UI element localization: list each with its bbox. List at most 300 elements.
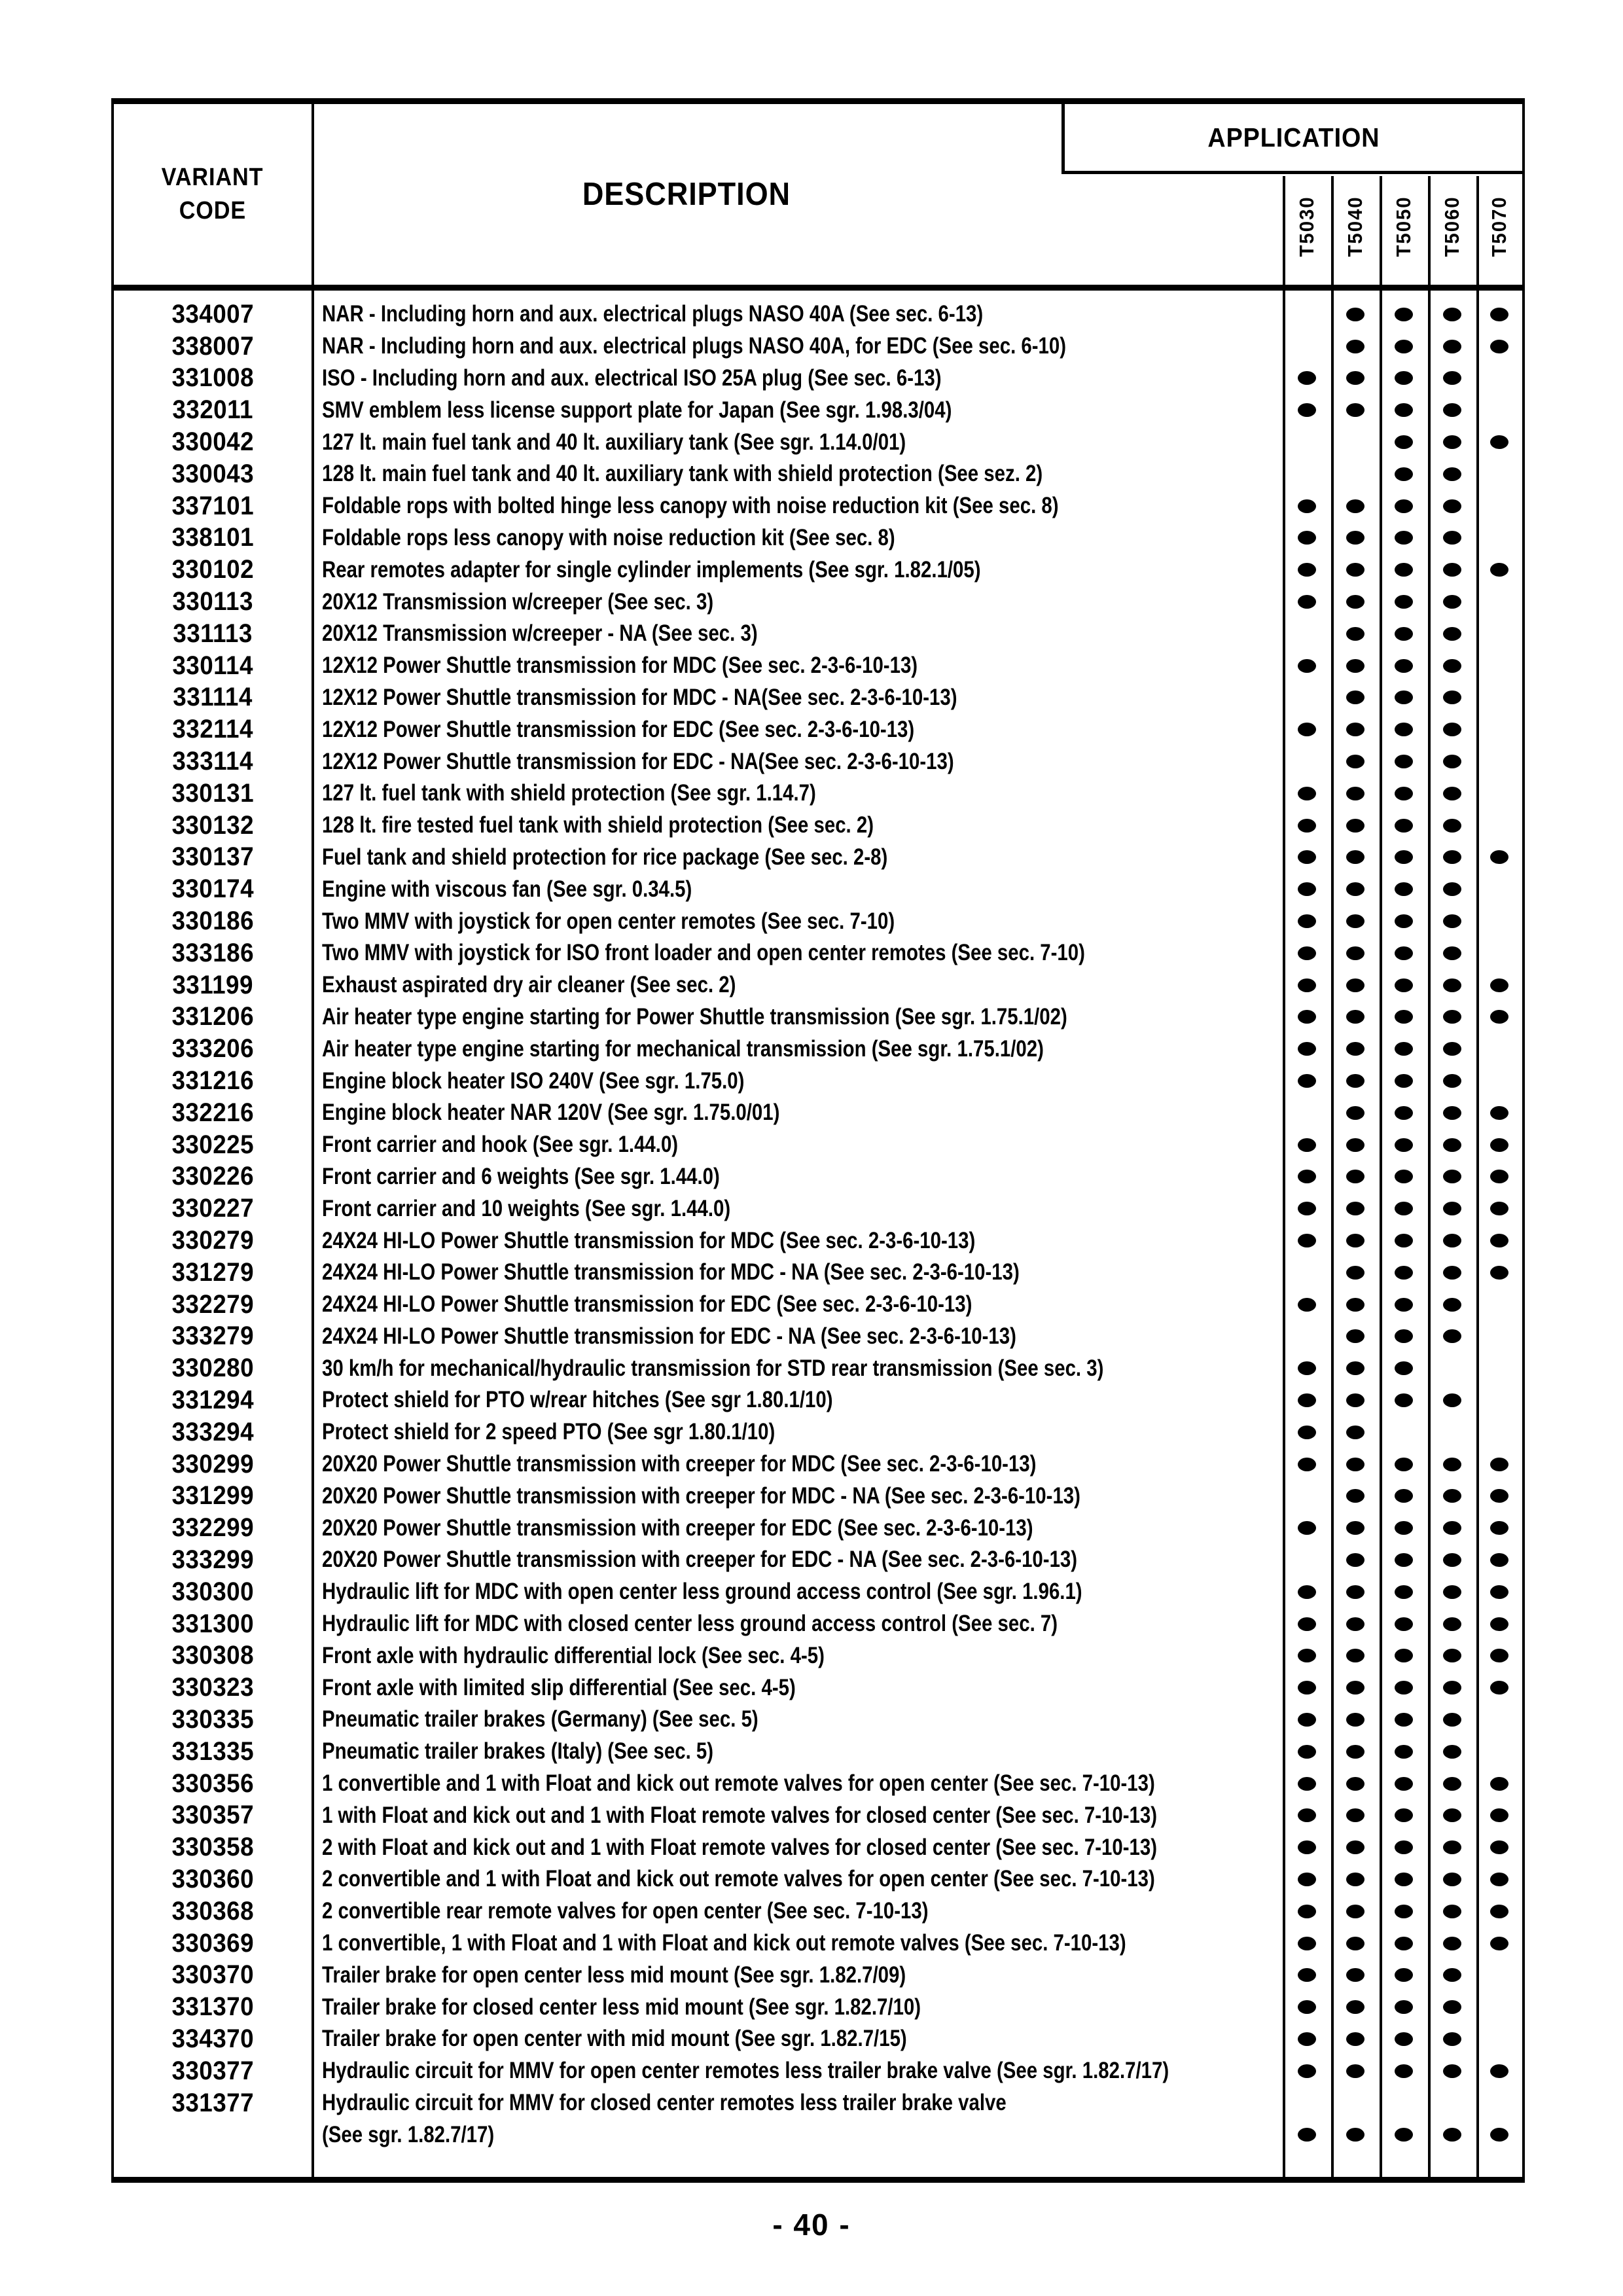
description-text: Front carrier and 10 weights (See sgr. 1.44.0): [322, 1195, 731, 1221]
application-dot-cell: [1476, 435, 1522, 449]
application-dot-cell: [1380, 499, 1428, 513]
variant-code-cell: [114, 555, 312, 584]
application-dot: [1443, 1074, 1461, 1088]
application-dot-cell: [1380, 819, 1428, 833]
application-dot: [1395, 1713, 1413, 1727]
application-dot-cell: [1283, 1617, 1331, 1631]
application-dot: [1346, 1266, 1364, 1280]
application-dot: [1395, 1170, 1413, 1183]
application-dot-cell: [1428, 1393, 1476, 1407]
application-dot-cell: [1283, 1585, 1331, 1599]
variant-code-text: 332279: [171, 1289, 254, 1319]
application-dot-cell: [1476, 1234, 1522, 1247]
application-dot: [1395, 308, 1413, 321]
description-text: 24X24 HI-LO Power Shuttle transmission for MDC - NA (See sec. 2-3-6-10-13): [322, 1259, 1020, 1285]
description-text: Trailer brake for open center less mid mount (See sgr. 1.82.7/09): [322, 1962, 906, 1988]
application-dot: [1395, 1873, 1413, 1886]
variant-code-cell: [114, 906, 312, 936]
description-cell: [312, 1515, 1283, 1541]
application-dot-cell: [1380, 563, 1428, 577]
application-dot: [1346, 2032, 1364, 2046]
application-dot: [1443, 1234, 1461, 1247]
application-dot: [1443, 2128, 1461, 2142]
application-dot-cell: [1380, 2032, 1428, 2046]
application-dot: [1298, 1426, 1316, 1439]
application-dot-cell: [1380, 787, 1428, 800]
application-dot-cell: [1380, 1713, 1428, 1727]
application-dot: [1395, 340, 1413, 353]
application-dot-cell: [1283, 1649, 1331, 1662]
application-dot-cell: [1331, 978, 1380, 992]
application-dot: [1346, 627, 1364, 641]
application-dot-cell: [1283, 1170, 1331, 1183]
application-dot-cell: [1476, 1106, 1522, 1120]
description-text: 127 lt. main fuel tank and 40 lt. auxiliary tank (See sgr. 1.14.0/01): [322, 429, 906, 455]
application-dot-cell: [1428, 1713, 1476, 1727]
application-dot-cell: [1283, 1361, 1331, 1375]
description-cell: [312, 1770, 1283, 1797]
variant-code-cell: [114, 1321, 312, 1351]
application-dot-cell: [1283, 1745, 1331, 1759]
application-dot-cell: [1331, 1458, 1380, 1471]
description-text: 2 convertible rear remote valves for open center (See sec. 7-10-13): [322, 1898, 929, 1924]
application-dot-cell: [1331, 946, 1380, 960]
application-dot: [1443, 1937, 1461, 1950]
application-dot: [1298, 1937, 1316, 1950]
variant-code-text: 330226: [171, 1162, 254, 1191]
variant-code-text: 331335: [171, 1736, 254, 1766]
application-dot-cell: [1476, 2128, 1522, 2142]
description-cell: [312, 365, 1283, 391]
table-header: [114, 104, 1522, 291]
application-dot: [1346, 1393, 1364, 1407]
application-dot: [1490, 435, 1508, 449]
application-dot: [1490, 2064, 1508, 2078]
table-row: [114, 331, 1522, 363]
application-dot: [1443, 1808, 1461, 1822]
application-dot-cell: [1428, 659, 1476, 673]
application-dot: [1298, 1777, 1316, 1791]
application-dot: [1298, 1458, 1316, 1471]
table-row: [114, 1033, 1522, 1065]
application-dot: [1395, 946, 1413, 960]
application-dot-cell: [1283, 1713, 1331, 1727]
application-dot-cell: [1380, 1010, 1428, 1024]
application-dot-cell: [1428, 819, 1476, 833]
application-dot: [1346, 1968, 1364, 1982]
table-row: [114, 618, 1522, 650]
application-dot: [1346, 2128, 1364, 2142]
application-dot-cell: [1428, 914, 1476, 928]
table-row: [114, 1225, 1522, 1257]
variant-code-cell: [114, 1673, 312, 1702]
variant-code-text: 330131: [171, 778, 254, 808]
application-dot-cell: [1380, 1106, 1428, 1120]
variant-code-cell: [114, 1801, 312, 1830]
application-dot-cell: [1476, 340, 1522, 353]
description-text: 12X12 Power Shuttle transmission for MDC - NA(See sec. 2-3-6-10-13): [322, 684, 957, 710]
application-dot-cell: [1331, 882, 1380, 896]
application-dot: [1346, 1585, 1364, 1599]
description-cell: [312, 2026, 1283, 2052]
variant-code-cell: [114, 1226, 312, 1255]
application-dot-cell: [1380, 914, 1428, 928]
table-row: [114, 1928, 1522, 1960]
application-dot-cell: [1380, 1808, 1428, 1822]
application-dot: [1298, 850, 1316, 864]
description-text: Front carrier and hook (See sgr. 1.44.0): [322, 1132, 679, 1158]
application-dot: [1298, 882, 1316, 896]
application-dot-cell: [1380, 340, 1428, 353]
application-dot-cell: [1283, 659, 1331, 673]
application-dot: [1443, 1298, 1461, 1312]
application-dot-cell: [1283, 1937, 1331, 1950]
variant-code-text: 331279: [171, 1257, 254, 1287]
table-row: [114, 1799, 1522, 1831]
application-dot: [1443, 1010, 1461, 1024]
table-row: [114, 1129, 1522, 1161]
application-dot: [1443, 1170, 1461, 1183]
variant-code-cell: [114, 1992, 312, 2022]
variant-code-text: 334370: [171, 2024, 254, 2053]
table-row: [114, 1416, 1522, 1448]
application-dot: [1298, 1074, 1316, 1088]
application-dot-cell: [1331, 1138, 1380, 1152]
application-dot-cell: [1380, 1873, 1428, 1886]
application-dot-cell: [1283, 1010, 1331, 1024]
application-dot-cell: [1331, 2128, 1380, 2142]
application-dot-cell: [1428, 1074, 1476, 1088]
application-dot: [1395, 1393, 1413, 1407]
application-dot-cell: [1428, 1138, 1476, 1152]
application-dot: [1395, 1266, 1413, 1280]
description-text: 24X24 HI-LO Power Shuttle transmission for MDC (See sec. 2-3-6-10-13): [322, 1227, 976, 1253]
application-dot-cell: [1428, 755, 1476, 768]
application-dot: [1298, 1393, 1316, 1407]
application-dot-cell: [1331, 819, 1380, 833]
variant-code-text: 338101: [171, 523, 254, 552]
application-dot-cell: [1428, 2032, 1476, 2046]
description-cell: [312, 1036, 1283, 1062]
application-dot: [1346, 531, 1364, 545]
description-cell: [312, 1387, 1283, 1413]
application-dot: [1490, 1873, 1508, 1886]
description-cell: [312, 1706, 1283, 1732]
application-dot: [1395, 978, 1413, 992]
application-dot: [1395, 659, 1413, 673]
application-dot-cell: [1428, 1777, 1476, 1791]
application-dot-cell: [1331, 1521, 1380, 1535]
description-text: Hydraulic circuit for MMV for open center remotes less trailer brake valve (See sgr. 1.82.7/17): [322, 2058, 1169, 2084]
application-dot: [1298, 787, 1316, 800]
application-dot-cell: [1428, 403, 1476, 417]
application-dot: [1443, 755, 1461, 768]
variant-code-text: 330132: [171, 810, 254, 840]
application-dot-cell: [1380, 1968, 1428, 1982]
application-dot: [1443, 467, 1461, 481]
application-dot: [1346, 371, 1364, 385]
application-dot-cell: [1428, 723, 1476, 736]
application-dot-cell: [1380, 1074, 1428, 1088]
variant-code-cell: [114, 1130, 312, 1160]
application-dot-cell: [1428, 1521, 1476, 1535]
application-dot: [1346, 787, 1364, 800]
description-cell: [312, 1259, 1283, 1285]
table-row: [114, 1544, 1522, 1576]
variant-code-cell: [114, 332, 312, 361]
variant-code-text: 333186: [171, 938, 254, 967]
application-dot: [1346, 819, 1364, 833]
application-dot: [1395, 1042, 1413, 1056]
variant-code-text: 331216: [171, 1066, 254, 1096]
application-dot-cell: [1380, 531, 1428, 545]
application-dot-cell: [1380, 1840, 1428, 1854]
description-cell: [312, 1835, 1283, 1861]
application-dot: [1346, 723, 1364, 736]
variant-code-text: 333299: [171, 1545, 254, 1574]
variant-code-cell: [114, 363, 312, 393]
application-dot: [1443, 691, 1461, 704]
description-text: Trailer brake for closed center less mid mount (See sgr. 1.82.7/10): [322, 1994, 921, 2020]
application-dot-cell: [1331, 1649, 1380, 1662]
application-dot: [1490, 1170, 1508, 1183]
description-text: Hydraulic lift for MDC with open center less ground access control (See sgr. 1.96.1): [322, 1579, 1082, 1605]
application-dot-cell: [1428, 1298, 1476, 1312]
variant-code-cell: [114, 683, 312, 712]
application-dot-cell: [1331, 1298, 1380, 1312]
variant-code-text: 330308: [171, 1641, 254, 1670]
application-dot-cell: [1331, 1234, 1380, 1247]
description-text: Engine block heater NAR 120V (See sgr. 1.75.0/01): [322, 1100, 780, 1126]
application-dot-cell: [1331, 755, 1380, 768]
application-dot: [1490, 1649, 1508, 1662]
description-text: Fuel tank and shield protection for rice package (See sec. 2-8): [322, 844, 888, 870]
application-dot: [1346, 1458, 1364, 1471]
variant-code-cell: [114, 1929, 312, 1958]
application-dot-cell: [1380, 2064, 1428, 2078]
table-row: [114, 650, 1522, 682]
application-dot-cell: [1476, 1458, 1522, 1471]
application-dot: [1443, 946, 1461, 960]
table-row: [114, 1736, 1522, 1768]
application-dot-cell: [1476, 1840, 1522, 1854]
application-dot-cell: [1283, 723, 1331, 736]
variant-code-text: 331008: [171, 363, 254, 393]
application-dot: [1395, 787, 1413, 800]
application-dot-cell: [1283, 819, 1331, 833]
description-text: Engine with viscous fan (See sgr. 0.34.5): [322, 876, 692, 902]
table-row: [114, 1895, 1522, 1928]
application-dot-cell: [1331, 1426, 1380, 1439]
application-dot: [1346, 340, 1364, 353]
application-dot-cell: [1380, 1553, 1428, 1567]
application-dot-cell: [1428, 1585, 1476, 1599]
description-cell: [312, 1132, 1283, 1158]
application-dot: [1443, 787, 1461, 800]
application-dot: [1395, 1074, 1413, 1088]
application-dot-cell: [1331, 1840, 1380, 1854]
application-dot-cell: [1331, 723, 1380, 736]
variant-code-text: 330300: [171, 1577, 254, 1606]
table-row: [114, 682, 1522, 714]
application-dot: [1443, 914, 1461, 928]
variant-code-cell: [114, 523, 312, 552]
application-dot-cell: [1331, 1074, 1380, 1088]
table-row: [114, 394, 1522, 426]
description-cell: [312, 1675, 1283, 1701]
description-text: Two MMV with joystick for ISO front loader and open center remotes (See sec. 7-10): [322, 940, 1085, 966]
application-dot: [1395, 595, 1413, 609]
application-dot-cell: [1476, 1170, 1522, 1183]
application-dot-cell: [1283, 787, 1331, 800]
application-dot: [1298, 1234, 1316, 1247]
application-dot-cell: [1428, 2000, 1476, 2014]
application-dot-cell: [1380, 595, 1428, 609]
description-cell: [312, 1611, 1283, 1637]
application-dot-cell: [1283, 1298, 1331, 1312]
application-dot: [1490, 308, 1508, 321]
variant-code-cell: [114, 619, 312, 649]
variant-code-cell: [114, 971, 312, 1000]
application-dot-cell: [1428, 1553, 1476, 1567]
variant-code-text: 333294: [171, 1417, 254, 1446]
application-dot: [1490, 1808, 1508, 1822]
application-dot: [1346, 563, 1364, 577]
application-dot: [1298, 499, 1316, 513]
description-cell: [312, 1228, 1283, 1254]
application-dot: [1346, 1873, 1364, 1886]
application-dot: [1298, 1873, 1316, 1886]
application-dot-cell: [1380, 1202, 1428, 1215]
application-dot-cell: [1380, 1042, 1428, 1056]
application-dot: [1298, 914, 1316, 928]
description-text: Pneumatic trailer brakes (Italy) (See sec. 5): [322, 1738, 714, 1765]
table-row: [114, 1352, 1522, 1384]
application-dot-cell: [1428, 1808, 1476, 1822]
model-label: T5060: [1440, 196, 1463, 257]
application-dot-cell: [1476, 1681, 1522, 1695]
description-text: NAR - Including horn and aux. electrical plugs NASO 40A, for EDC (See sec. 6-10): [322, 333, 1067, 359]
application-dot: [1443, 1042, 1461, 1056]
model-column-header: [1331, 177, 1380, 285]
application-dot: [1346, 1489, 1364, 1503]
application-dot: [1395, 1106, 1413, 1120]
application-dot: [1346, 595, 1364, 609]
description-text: Foldable rops less canopy with noise reduction kit (See sec. 8): [322, 524, 895, 550]
application-dot: [1346, 1681, 1364, 1695]
application-dot: [1298, 978, 1316, 992]
table-row: [114, 554, 1522, 586]
table-row: [114, 1257, 1522, 1289]
application-dot: [1490, 1106, 1508, 1120]
application-dot: [1346, 1106, 1364, 1120]
application-dot: [1298, 819, 1316, 833]
application-dot-cell: [1283, 1521, 1331, 1535]
table-row: [114, 1704, 1522, 1736]
variant-code-text: 330279: [171, 1226, 254, 1255]
application-dot-cell: [1283, 850, 1331, 864]
application-dot: [1346, 1553, 1364, 1567]
application-dot: [1298, 1138, 1316, 1152]
description-cell: [312, 620, 1283, 647]
application-dot-cell: [1428, 1458, 1476, 1471]
application-dot-cell: [1283, 595, 1331, 609]
description-cell: [312, 844, 1283, 870]
description-cell: [312, 2090, 1283, 2116]
application-dot-cell: [1331, 1617, 1380, 1631]
application-dot: [1346, 1521, 1364, 1535]
application-dot: [1490, 1840, 1508, 1854]
application-dot: [1346, 308, 1364, 321]
description-cell: [312, 653, 1283, 679]
application-dot-cell: [1428, 1840, 1476, 1854]
application-dot: [1346, 1361, 1364, 1375]
application-dot: [1346, 1010, 1364, 1024]
description-cell: [312, 301, 1283, 327]
application-dot: [1490, 1458, 1508, 1471]
variant-code-text: 330186: [171, 906, 254, 936]
variant-code-text: 332114: [172, 715, 253, 744]
application-dot-cell: [1380, 1393, 1428, 1407]
application-dot-cell: [1380, 467, 1428, 481]
description-text: 30 km/h for mechanical/hydraulic transmission for STD rear transmission (See sec. 3): [322, 1355, 1104, 1381]
variant-code-header-line2: CODE: [179, 197, 247, 224]
application-dot: [1346, 2000, 1364, 2014]
variant-code-text: 331377: [171, 2088, 254, 2117]
description-text: Protect shield for PTO w/rear hitches (See sgr 1.80.1/10): [322, 1387, 833, 1413]
application-dot-cell: [1283, 1426, 1331, 1439]
variant-code-text: 334007: [171, 299, 254, 329]
application-dot-cell: [1428, 1042, 1476, 1056]
application-dot-cell: [1380, 850, 1428, 864]
description-cell: [312, 1419, 1283, 1445]
description-cell: [312, 972, 1283, 998]
table-row: [114, 1640, 1522, 1672]
application-dot: [1490, 563, 1508, 577]
application-dot-cell: [1428, 499, 1476, 513]
application-dot: [1490, 850, 1508, 864]
description-cell: [312, 749, 1283, 775]
variant-code-cell: [114, 1066, 312, 1096]
variant-code-text: 331114: [173, 683, 253, 712]
application-dot-cell: [1283, 1873, 1331, 1886]
application-dot: [1395, 914, 1413, 928]
application-dot: [1395, 403, 1413, 417]
application-dot-cell: [1380, 882, 1428, 896]
application-dot-cell: [1428, 946, 1476, 960]
variant-code-text: 330225: [171, 1130, 254, 1159]
application-dot-cell: [1476, 1585, 1522, 1599]
application-dot: [1443, 1138, 1461, 1152]
application-dot-cell: [1283, 403, 1331, 417]
variant-code-cell: [114, 1481, 312, 1511]
variant-code-cell: [114, 1098, 312, 1128]
variant-code-cell: [114, 811, 312, 840]
application-dot: [1443, 1458, 1461, 1471]
application-dot-cell: [1331, 1745, 1380, 1759]
application-dot: [1298, 1968, 1316, 1982]
description-cell: [312, 1930, 1283, 1956]
application-dot: [1443, 1106, 1461, 1120]
description-cell: [312, 1451, 1283, 1477]
application-dot: [1298, 1745, 1316, 1759]
variant-code-cell: [114, 459, 312, 489]
description-cell: [312, 397, 1283, 423]
application-dot-cell: [1380, 308, 1428, 321]
table-row: [114, 490, 1522, 522]
application-dot-cell: [1476, 1873, 1522, 1886]
model-column-header: [1476, 177, 1522, 285]
